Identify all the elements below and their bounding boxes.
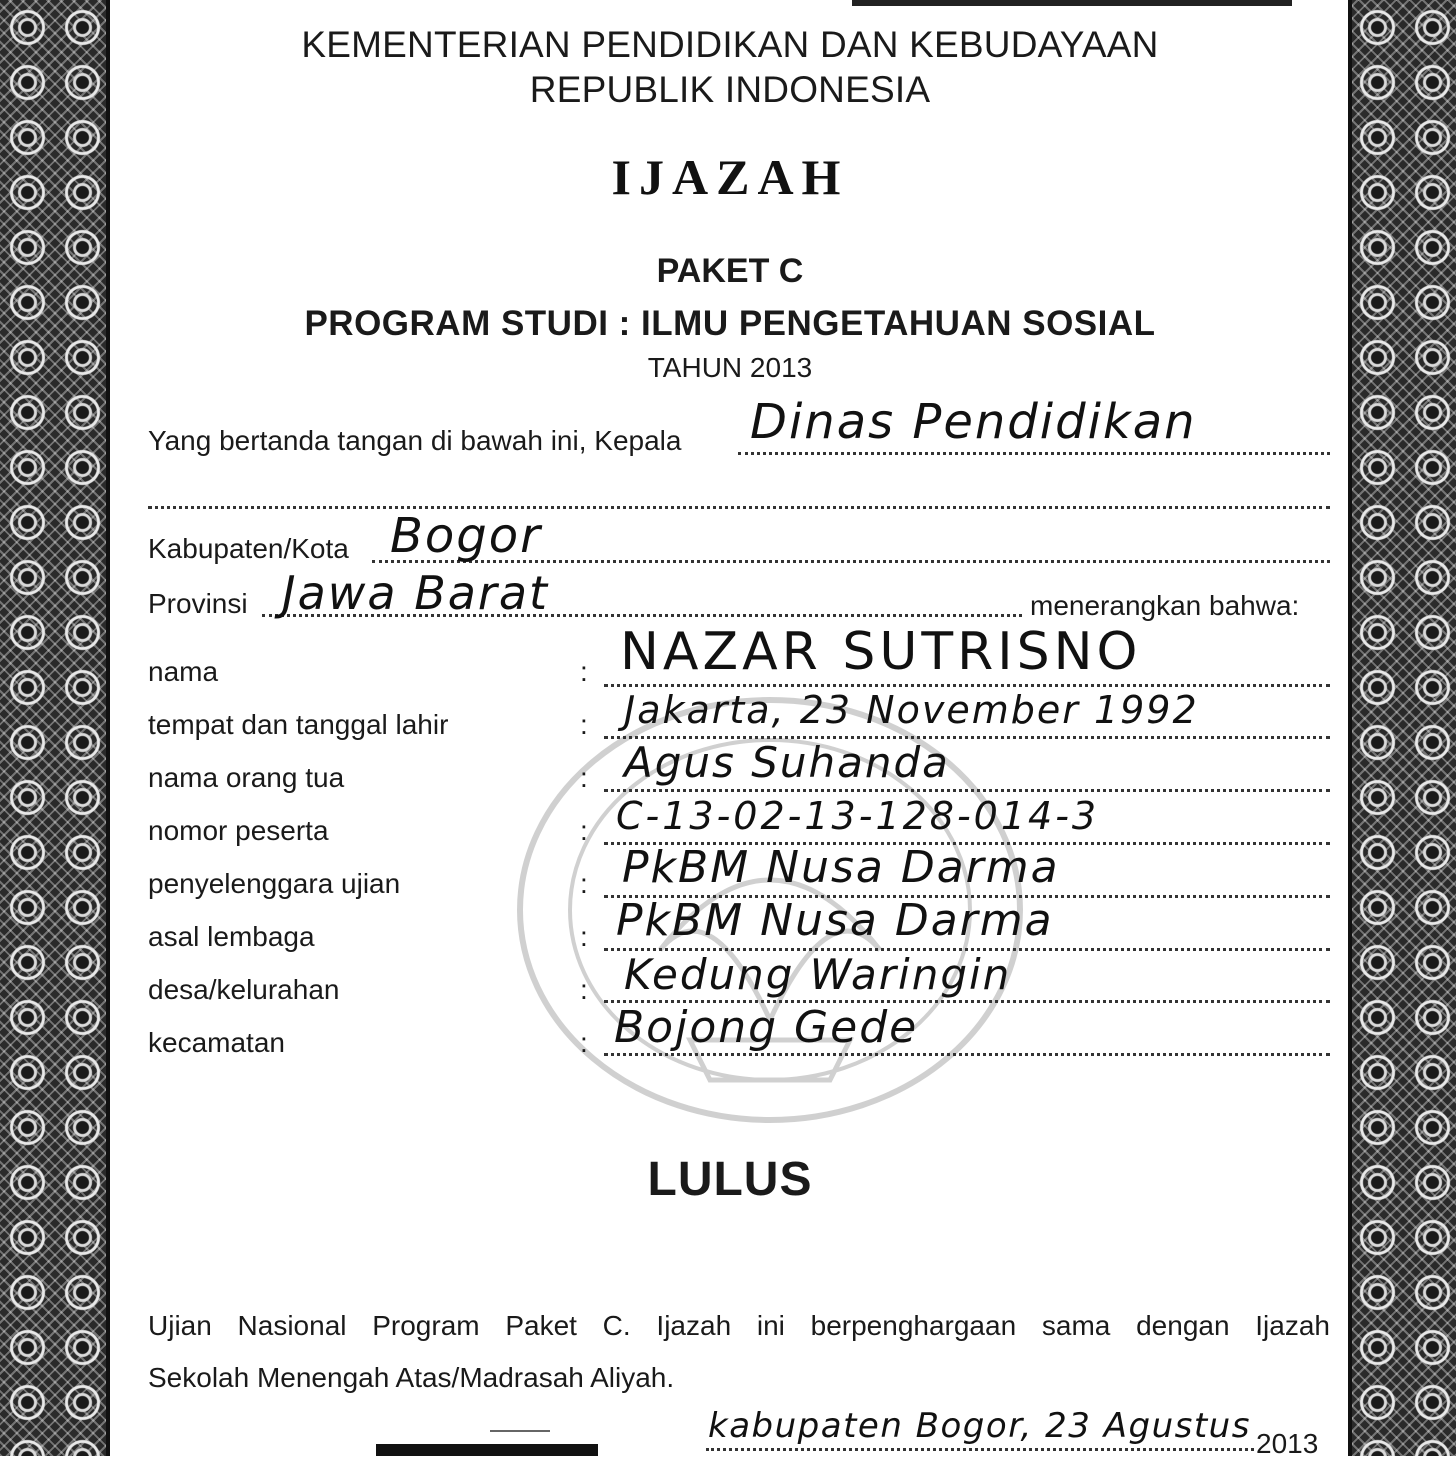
field-value: PkBM Nusa Darma <box>616 895 1054 946</box>
field-colon: : <box>580 762 588 793</box>
provinsi-value: Jawa Barat <box>282 566 550 620</box>
field-colon: : <box>580 709 588 740</box>
paragraph-line-1: Ujian Nasional Program Paket C. Ijazah ini berpenghargaan sama dengan Ijazah <box>148 1310 1330 1341</box>
result-heading: LULUS <box>647 1153 813 1206</box>
intro-dotline-2 <box>148 506 1330 509</box>
ministry-line-1: KEMENTERIAN PENDIDIKAN DAN KEBUDAYAAN <box>301 24 1159 65</box>
stamp-bar <box>376 1444 598 1456</box>
intro-dotline <box>738 452 1330 455</box>
ornamental-border-left <box>0 0 110 1456</box>
field-dotline <box>604 789 1330 792</box>
field-label: nomor peserta <box>148 815 329 846</box>
provinsi-suffix: menerangkan bahwa: <box>1030 590 1300 621</box>
field-label: nama <box>148 656 219 687</box>
dash-mark <box>490 1430 550 1432</box>
ornamental-border-right <box>1350 0 1456 1456</box>
certificate-page <box>110 0 1350 1459</box>
field-dotline <box>604 1053 1330 1056</box>
provinsi-label: Provinsi <box>148 588 248 619</box>
paragraph-line-2: Sekolah Menengah Atas/Madrasah Aliyah. <box>148 1362 675 1393</box>
kabupaten-label: Kabupaten/Kota <box>148 533 349 564</box>
field-dotline <box>604 684 1330 687</box>
field-label: penyelenggara ujian <box>148 868 401 899</box>
field-colon: : <box>580 815 588 846</box>
field-value: Agus Suhanda <box>624 738 950 787</box>
signature-year: 2013 <box>1256 1428 1319 1459</box>
field-label: desa/kelurahan <box>148 974 340 1005</box>
intro-label: Yang bertanda tangan di bawah ini, Kepala <box>148 425 682 456</box>
field-colon: : <box>580 921 588 952</box>
field-label: asal lembaga <box>148 921 315 952</box>
signature-place-dotline <box>706 1448 1254 1451</box>
equivalence-paragraph <box>148 1300 1330 1404</box>
field-colon: : <box>580 868 588 899</box>
field-value: C-13-02-13-128-014-3 <box>616 794 1100 838</box>
field-label: nama orang tua <box>148 762 345 793</box>
ministry-line-2: REPUBLIK INDONESIA <box>529 69 931 110</box>
intro-value: Dinas Pendidikan <box>750 394 1197 450</box>
program-heading: PROGRAM STUDI : ILMU PENGETAHUAN SOSIAL <box>304 304 1156 343</box>
field-value: Kedung Waringin <box>624 950 1012 999</box>
field-value: PkBM Nusa Darma <box>622 842 1060 893</box>
ministry-heading <box>110 22 1350 112</box>
document-title: IJAZAH <box>611 149 849 205</box>
field-colon: : <box>580 656 588 687</box>
field-value: Bojong Gede <box>614 1002 919 1053</box>
signature-place-value: kabupaten Bogor, 23 Agustus <box>708 1406 1251 1446</box>
field-colon: : <box>580 1027 588 1058</box>
field-value: Jakarta, 23 November 1992 <box>624 688 1199 732</box>
field-value: NAZAR SUTRISNO <box>620 622 1142 682</box>
field-colon: : <box>580 974 588 1005</box>
paket-heading: PAKET C <box>656 252 804 290</box>
kabupaten-value: Bogor <box>390 508 542 564</box>
year-heading: TAHUN 2013 <box>647 352 813 383</box>
field-label: kecamatan <box>148 1027 285 1058</box>
field-label: tempat dan tanggal lahir <box>148 709 449 740</box>
